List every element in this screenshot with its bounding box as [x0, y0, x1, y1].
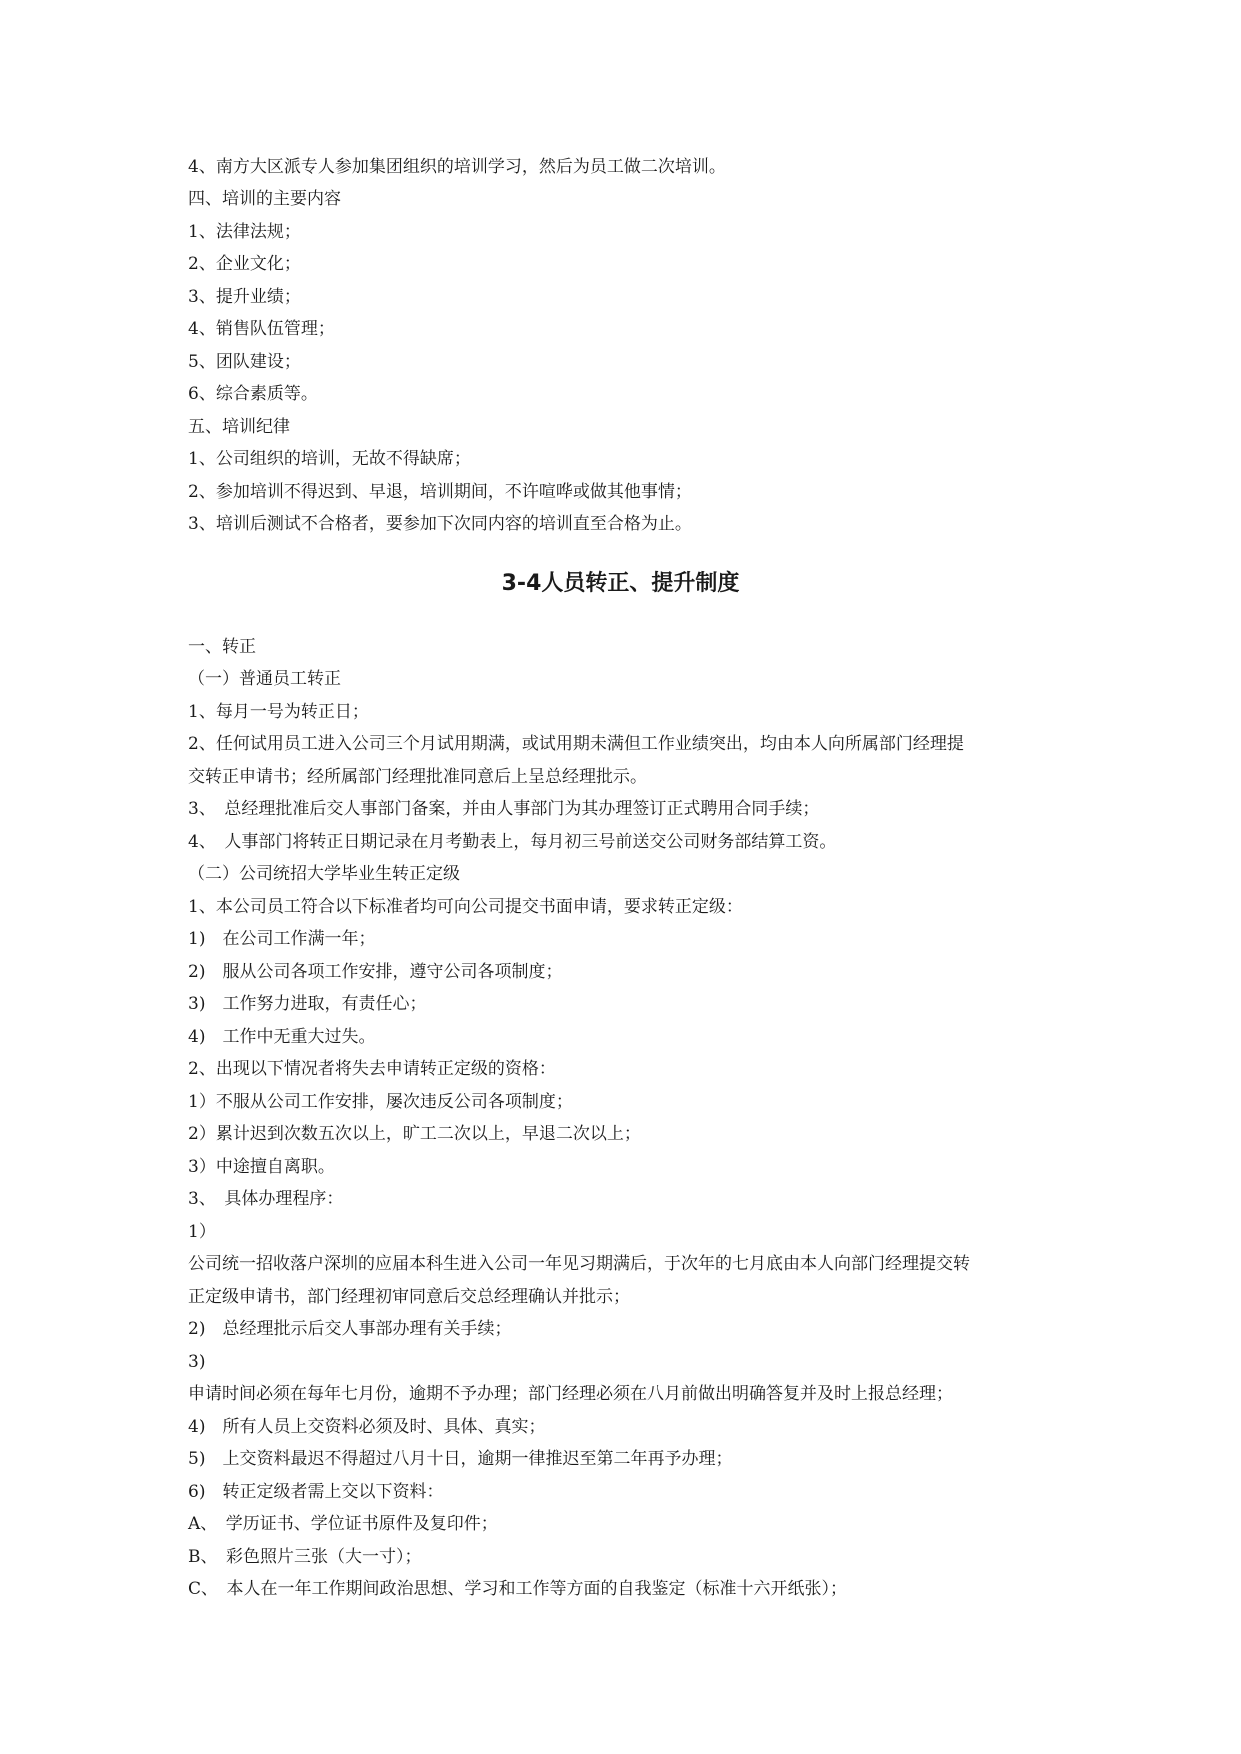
list-item-continuation: 交转正申请书；经所属部门经理批准同意后上呈总经理批示。: [188, 767, 647, 787]
list-item: 1、本公司员工符合以下标准者均可向公司提交书面申请，要求转正定级：: [188, 897, 743, 917]
list-item: 1) 在公司工作满一年；: [188, 929, 376, 949]
list-item: 3、培训后测试不合格者，要参加下次同内容的培训直至合格为止。: [188, 514, 692, 534]
list-item: 5、团队建设；: [188, 352, 301, 372]
list-item: 5) 上交资料最迟不得超过八月十日，逾期一律推迟至第二年再予办理；: [188, 1449, 733, 1469]
list-item: 3）中途擅自离职。: [188, 1157, 335, 1177]
section-heading: 一、转正: [188, 637, 256, 657]
list-item: 2) 服从公司各项工作安排，遵守公司各项制度；: [188, 962, 563, 982]
list-item: 1、公司组织的培训，无故不得缺席；: [188, 449, 471, 469]
section-heading: 五、培训纪律: [188, 417, 290, 437]
page-title: 3-4人员转正、提升制度: [501, 571, 740, 596]
list-item: 1、每月一号为转正日；: [188, 702, 369, 722]
list-item: 1）不服从公司工作安排，屡次违反公司各项制度；: [188, 1092, 573, 1112]
list-item: 3) 工作努力进取，有责任心；: [188, 994, 427, 1014]
subsection-heading: （二）公司统招大学毕业生转正定级: [188, 864, 460, 884]
list-item: A、 学历证书、学位证书原件及复印件；: [188, 1514, 498, 1534]
section-heading: 四、培训的主要内容: [188, 189, 341, 209]
text-line: 4、南方大区派专人参加集团组织的培训学习，然后为员工做二次培训。: [188, 157, 726, 177]
list-item: 4、销售队伍管理；: [188, 319, 335, 339]
list-item: 2、参加培训不得迟到、早退，培训期间，不许喧哗或做其他事情；: [188, 482, 692, 502]
list-item: B、 彩色照片三张（大一寸）；: [188, 1547, 422, 1567]
subsection-heading: （一）普通员工转正: [188, 669, 341, 689]
list-item: 2、出现以下情况者将失去申请转正定级的资格：: [188, 1059, 556, 1079]
list-item-continuation: 公司统一招收落户深圳的应届本科生进入公司一年见习期满后，于次年的七月底由本人向部门经理提交转: [188, 1254, 970, 1274]
list-item: 4) 所有人员上交资料必须及时、具体、真实；: [188, 1417, 546, 1437]
list-item-continuation: 申请时间必须在每年七月份，逾期不予办理；部门经理必须在八月前做出明确答复并及时上报总经理；: [188, 1384, 953, 1404]
list-item: 3、 总经理批准后交人事部门备案，并由人事部门为其办理签订正式聘用合同手续；: [188, 799, 820, 819]
list-item: 4、 人事部门将转正日期记录在月考勤表上，每月初三号前送交公司财务部结算工资。: [188, 832, 837, 852]
list-item-continuation: 正定级申请书，部门经理初审同意后交总经理确认并批示；: [188, 1287, 630, 1307]
list-item: 3、 具体办理程序：: [188, 1189, 344, 1209]
list-item: 1）: [188, 1222, 216, 1242]
list-item: 3、提升业绩；: [188, 287, 301, 307]
list-item: C、 本人在一年工作期间政治思想、学习和工作等方面的自我鉴定（标准十六开纸张）；: [188, 1579, 848, 1599]
list-item: 2、任何试用员工进入公司三个月试用期满，或试用期未满但工作业绩突出，均由本人向所属部门经理提: [188, 734, 964, 754]
list-item: 4) 工作中无重大过失。: [188, 1027, 376, 1047]
list-item: 2）累计迟到次数五次以上，旷工二次以上，早退二次以上；: [188, 1124, 641, 1144]
list-item: 2、企业文化；: [188, 254, 301, 274]
list-item: 3): [188, 1352, 206, 1372]
list-item: 6、综合素质等。: [188, 384, 318, 404]
list-item: 6) 转正定级者需上交以下资料：: [188, 1482, 444, 1502]
list-item: 2) 总经理批示后交人事部办理有关手续；: [188, 1319, 512, 1339]
list-item: 1、法律法规；: [188, 222, 301, 242]
